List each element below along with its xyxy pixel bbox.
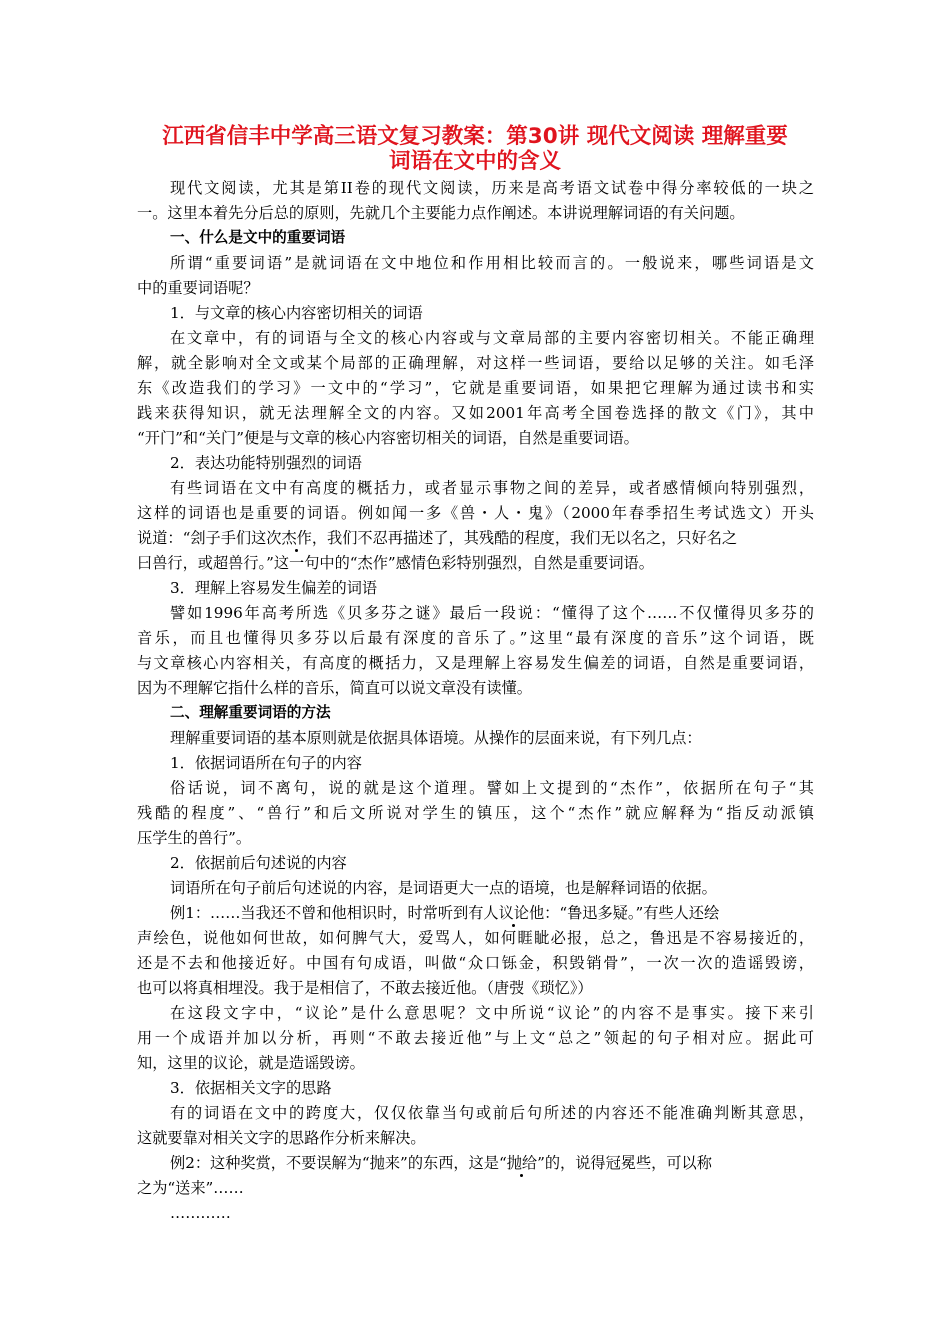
paragraph-line: 有的词语在文中的跨度大，仅仅依靠当句或前后句所述的内容还不能准确判断其意思， <box>170 1104 814 1122</box>
paragraph-line: 音乐，而且也懂得贝多芬以后最有深度的音乐了。”这里“最有深度的音乐”这个词语，既 <box>137 629 814 647</box>
subheading: 1．依据词语所在句子的内容 <box>170 754 362 772</box>
paragraph-line: 也可以将真相埋没。我于是相信了，不敢去接近他。（唐弢《琐忆》） <box>137 979 593 997</box>
ellipsis-line: ………… <box>170 1204 231 1222</box>
emphasized-word: 抛给 <box>506 1154 538 1172</box>
paragraph-line: 有些词语在文中有高度的概括力，或者显示事物之间的差异，或者感情倾向特别强烈， <box>170 479 814 497</box>
paragraph-line: 俗话说，词不离句，说的就是这个道理。譬如上文提到的“杰作”，依据所在句子“其 <box>170 779 814 797</box>
paragraph-line: 譬如1996年高考所选《贝多芬之谜》最后一段说：“懂得了这个……不仅懂得贝多芬的 <box>170 604 814 622</box>
paragraph-line: 之为“送来”…… <box>137 1179 244 1197</box>
paragraph-line: 用一个成语并加以分析，再则“不敢去接近他”与上文“总之”领起的句子相对应。据此可 <box>137 1029 814 1047</box>
paragraph-line: 东《改造我们的学习》一文中的“学习”，它就是重要词语，如果把它理解为通过读书和实 <box>137 379 814 397</box>
document-title-line-1: 江西省信丰中学高三语文复习教案：第30讲 现代文阅读 理解重要 <box>162 124 788 149</box>
paragraph-line <box>137 528 737 548</box>
subheading: 2．依据前后句述说的内容 <box>170 854 347 872</box>
paragraph-line: 一。这里本着先分后总的原则，先就几个主要能力点作阐述。本讲说理解词语的有关问题。 <box>137 204 745 222</box>
paragraph-line <box>170 903 719 923</box>
paragraph-line: 现代文阅读，尤其是第II卷的现代文阅读，历来是高考语文试卷中得分率较低的一块之 <box>170 179 814 197</box>
paragraph-line: 压学生的兽行”。 <box>137 829 252 847</box>
paragraph-line: 因为不理解它指什么样的音乐，简直可以说文章没有读懂。 <box>137 679 532 697</box>
text-run: 说道：“刽子手们这次 <box>137 529 282 547</box>
paragraph-line: 还是不去和他接近好。中国有句成语，叫做“众口铄金，积毁销骨”，一次一次的造谣毁谤， <box>137 954 814 972</box>
emphasized-word: 杰作 <box>281 529 312 547</box>
text-run: 例1：……当我还不曾和他相识时，时常听到有人 <box>170 904 499 922</box>
text-run: ”的，说得冠冕些，可以称 <box>537 1154 712 1172</box>
subheading: 3．依据相关文字的思路 <box>170 1079 332 1097</box>
paragraph-line: 理解重要词语的基本原则就是依据具体语境。从操作的层面来说，有下列几点： <box>170 729 702 747</box>
paragraph-line: 在这段文字中，“议论”是什么意思呢？文中所说“议论”的内容不是事实。接下来引 <box>170 1004 814 1022</box>
paragraph-line: 词语所在句子前后句述说的内容，是词语更大一点的语境，也是解释词语的依据。 <box>170 879 717 897</box>
document-title-line-2: 词语在文中的含义 <box>388 149 561 174</box>
paragraph-line: 这样的词语也是重要的词语。例如闻一多《兽・人・鬼》（2000年春季招生考试选文）开头 <box>137 504 814 522</box>
paragraph-line: 在文章中，有的词语与全文的核心内容或与文章局部的主要内容密切相关。不能正确理 <box>170 329 814 347</box>
paragraph-line: 与文章核心内容相关，有高度的概括力，又是理解上容易发生偏差的词语，自然是重要词语， <box>137 654 814 672</box>
section-heading: 一、什么是文中的重要词语 <box>170 229 346 246</box>
subheading: 2．表达功能特别强烈的词语 <box>170 454 362 472</box>
paragraph-line: 践来获得知识，就无法理解全文的内容。又如2001年高考全国卷选择的散文《门》，其中 <box>137 404 814 422</box>
paragraph-line <box>170 1153 712 1173</box>
subheading: 1．与文章的核心内容密切相关的词语 <box>170 304 423 322</box>
paragraph-line: “开门”和“关门”便是与文章的核心内容密切相关的词语，自然是重要词语。 <box>137 429 639 447</box>
text-run: 例2：这种奖赏，不要误解为“抛来”的东西，这是“ <box>170 1154 507 1172</box>
paragraph-line: 曰兽行，或超兽行。”这一句中的“杰作”感情色彩特别强烈，自然是重要词语。 <box>137 554 654 572</box>
text-run: 他：“鲁迅多疑。”有些人还绘 <box>528 904 720 922</box>
subheading: 3．理解上容易发生偏差的词语 <box>170 579 378 597</box>
paragraph-line: 声绘色，说他如何世故，如何脾气大，爱骂人，如何睚眦必报，总之，鲁迅是不容易接近的， <box>137 929 814 947</box>
paragraph-line: 这就要靠对相关文字的思路作分析来解决。 <box>137 1129 426 1147</box>
text-run: ，我们不忍再描述了，其残酷的程度，我们无以名之，只好名之 <box>311 529 738 547</box>
paragraph-line: 解，就全影响对全文或某个局部的正确理解，对这样一些词语，要给以足够的关注。如毛泽 <box>137 354 814 372</box>
paragraph-line: 残酷的程度”、“兽行”和后文所说对学生的镇压，这个“杰作”就应解释为“指反动派镇 <box>137 804 814 822</box>
paragraph-line: 中的重要词语呢？ <box>137 279 259 297</box>
paragraph-line: 所谓“重要词语”是就词语在文中地位和作用相比较而言的。一般说来，哪些词语是文 <box>170 254 814 272</box>
paragraph-line: 知，这里的议论，就是造谣毁谤。 <box>137 1054 365 1072</box>
section-heading: 二、理解重要词语的方法 <box>170 704 331 721</box>
emphasized-word: 议论 <box>498 904 529 922</box>
